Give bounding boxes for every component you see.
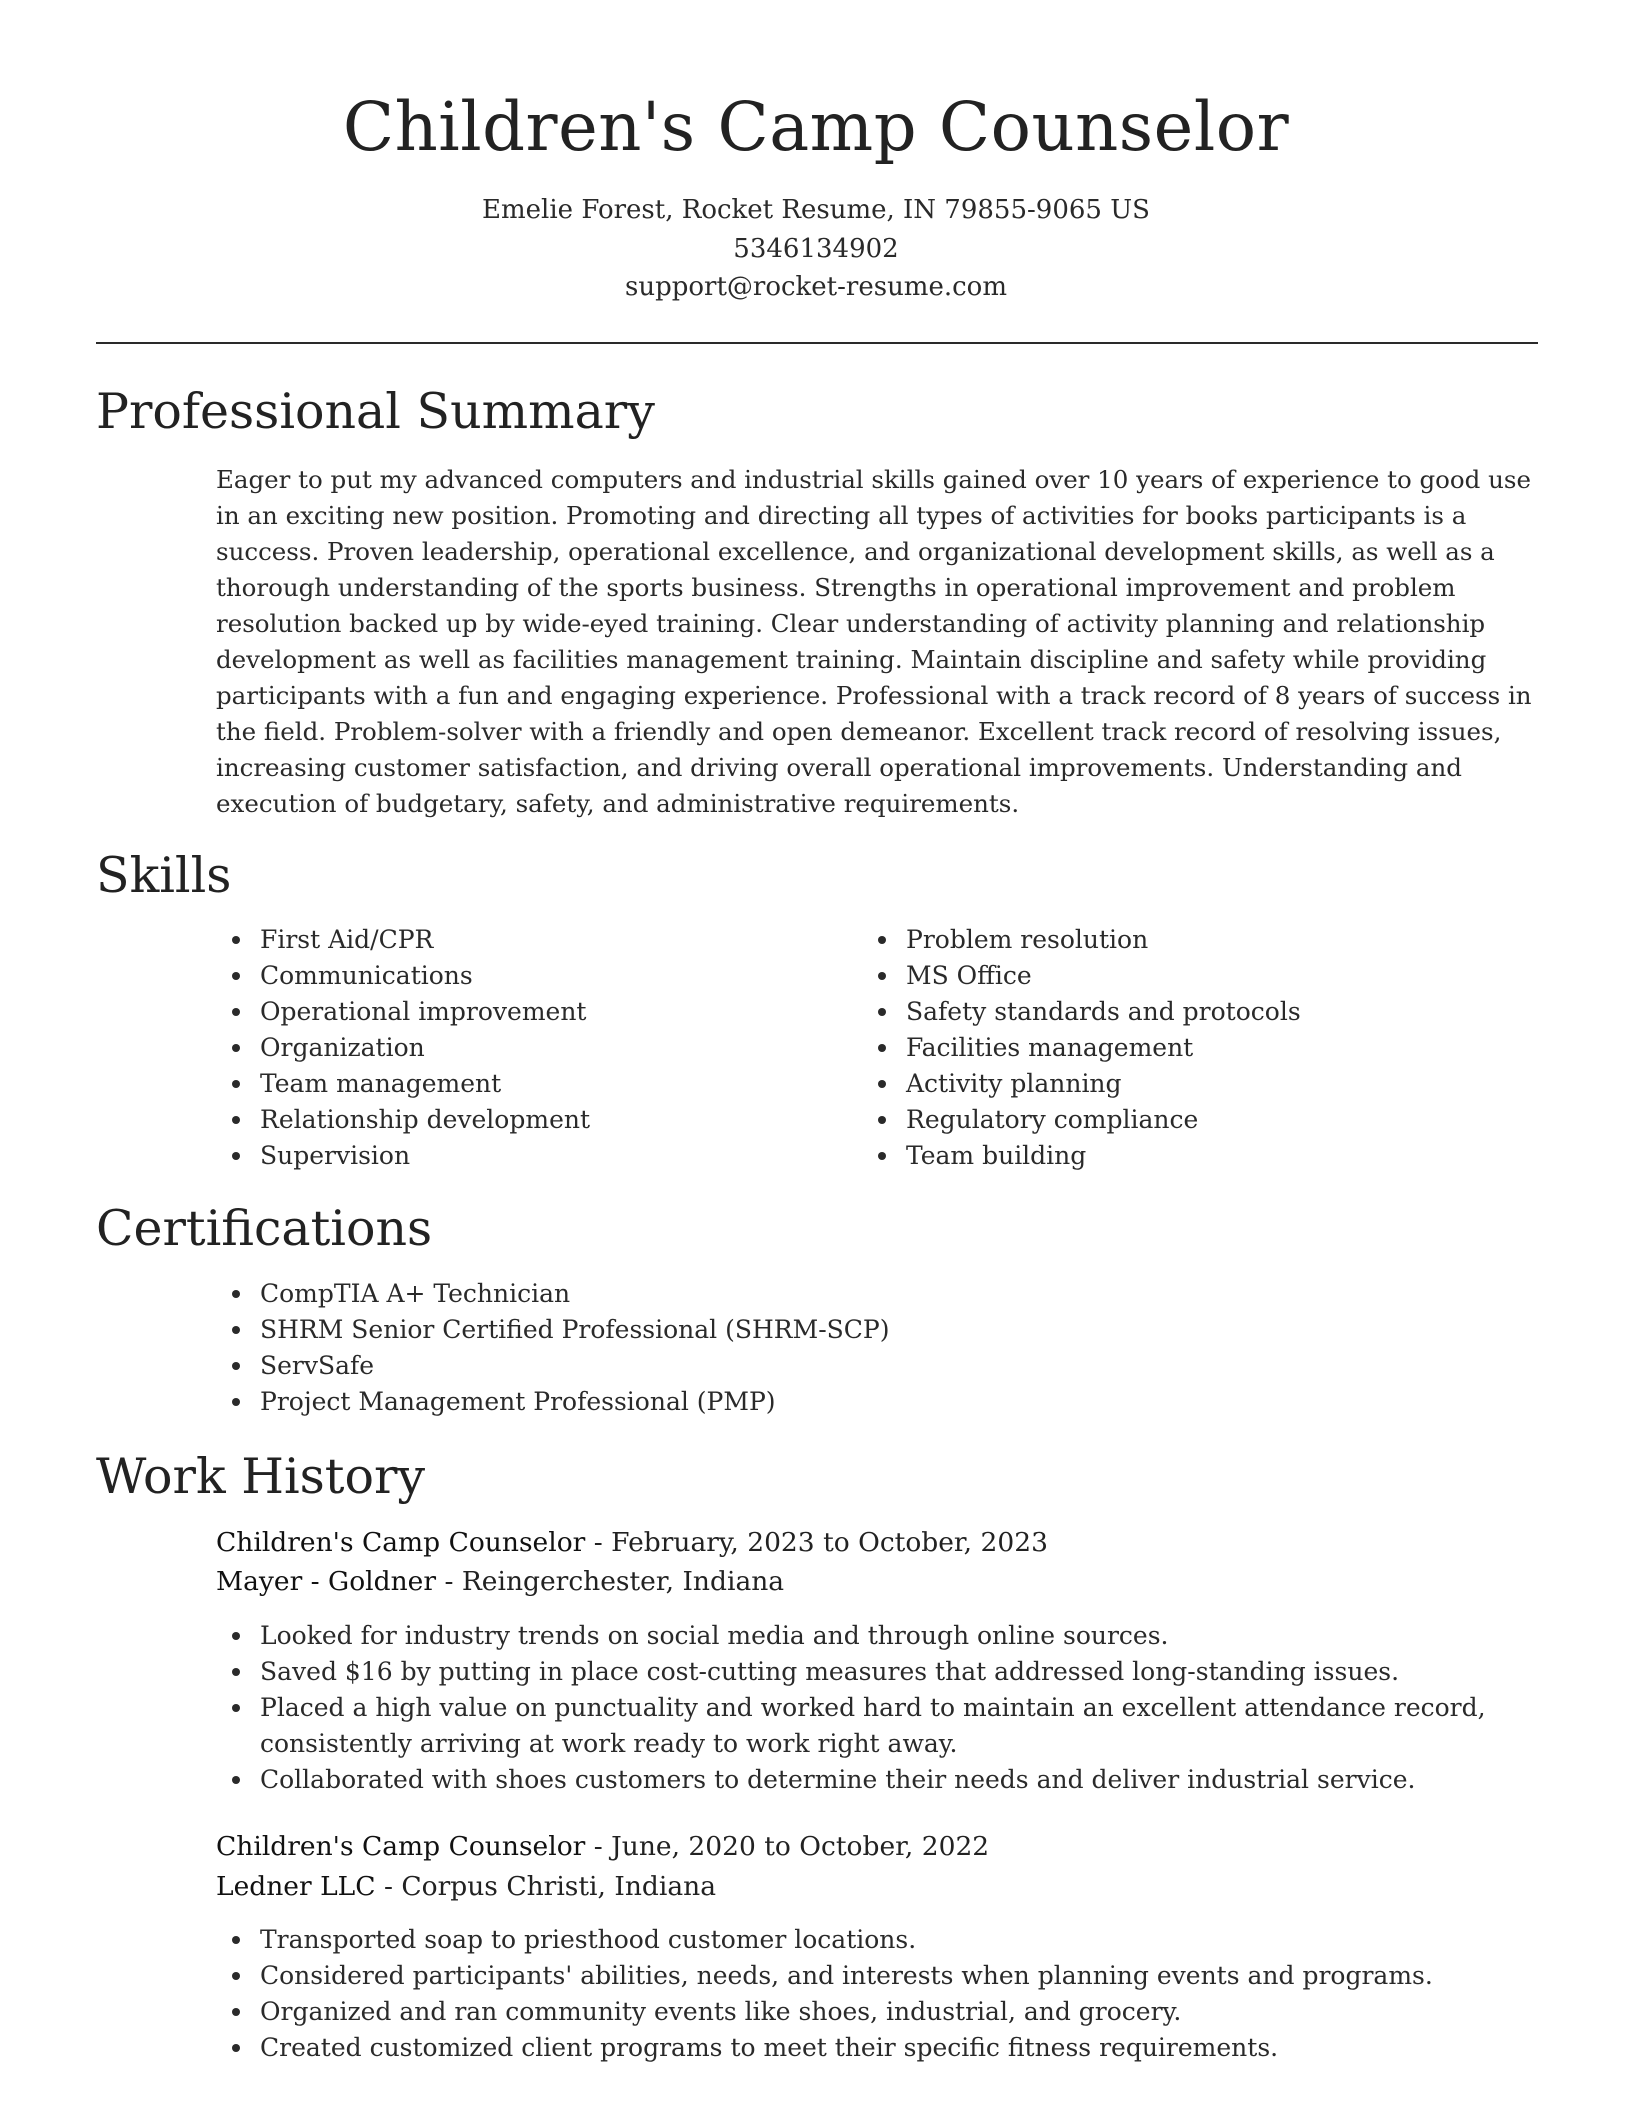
skill-item: Relationship development [216, 1102, 590, 1138]
skill-item: Problem resolution [862, 922, 1301, 958]
summary-text: Eager to put my advanced computers and industrial skills gained over 10 years of experience to good use in an exciting new position. Promoting and directing all types of activities for books participants is a success. Proven leadership, operational excellence, and organizational development skills, as well as a thorough understanding of the sports business. Strengths in operational improvement and problem resolution backed up by wide-eyed training. Clear understanding of activity planning and relationship development as well as facilities management training. Maintain discipline and safety while providing participants with a fun and engaging experience. Professional with a track record of 8 years of success in the field. Problem-solver with a friendly and open demeanor. Excellent track record of resolving issues, increasing customer satisfaction, and driving overall operational improvements. Understanding and execution of budgetary, safety, and administrative requirements. [216, 465, 1532, 818]
certification-item: SHRM Senior Certified Professional (SHRM-SCP) [216, 1312, 890, 1348]
job-dates: - February, 2023 to October, 2023 [585, 1527, 1048, 1558]
duty-item: Created customized client programs to meet their specific fitness requirements. [216, 2030, 1506, 2066]
skill-item: Organization [216, 1030, 590, 1066]
skill-item: Operational improvement [216, 994, 590, 1030]
certification-item: Project Management Professional (PMP) [216, 1384, 890, 1420]
job-dates: - June, 2020 to October, 2022 [585, 1831, 990, 1862]
job-location: - Corpus Christi, Indiana [375, 1871, 717, 1902]
skill-item: Team management [216, 1066, 590, 1102]
skills-list-left [216, 922, 590, 1174]
skills-heading: Skills [96, 847, 232, 904]
job-2-duties [216, 1922, 1506, 2066]
header-divider [96, 342, 1538, 344]
job-1-company-line [216, 1563, 784, 1601]
job-company: Ledner LLC [216, 1871, 376, 1902]
duty-item: Organized and ran community events like shoes, industrial, and grocery. [216, 1994, 1506, 2030]
job-role: Children's Camp Counselor [216, 1527, 586, 1558]
skill-item: MS Office [862, 958, 1301, 994]
duty-item: Saved $16 by putting in place cost-cutting measures that addressed long-standing issues. [216, 1654, 1506, 1690]
skill-item: Communications [216, 958, 590, 994]
certifications-heading: Certifications [96, 1200, 433, 1257]
job-1-title-line [216, 1524, 1048, 1562]
summary-heading: Professional Summary [96, 383, 655, 440]
certification-item: ServSafe [216, 1348, 890, 1384]
skill-item: Safety standards and protocols [862, 994, 1301, 1030]
job-2-title-line [216, 1828, 989, 1866]
contact-email: support@rocket-resume.com [624, 272, 1007, 302]
skill-item: Activity planning [862, 1066, 1301, 1102]
skill-item: Regulatory compliance [862, 1102, 1301, 1138]
job-location: - Reingerchester, Indiana [436, 1566, 785, 1597]
job-role: Children's Camp Counselor [216, 1831, 586, 1862]
job-1-duties [216, 1618, 1506, 1798]
certification-item: CompTIA A+ Technician [216, 1276, 890, 1312]
skill-item: First Aid/CPR [216, 922, 590, 958]
candidate-title: Children's Camp Counselor [342, 88, 1290, 166]
duty-item: Collaborated with shoes customers to determine their needs and deliver industrial service. [216, 1762, 1506, 1798]
work-history-heading: Work History [96, 1448, 426, 1505]
contact-phone: 5346134902 [733, 234, 899, 264]
skill-item: Facilities management [862, 1030, 1301, 1066]
job-company: Mayer - Goldner [216, 1566, 437, 1597]
duty-item: Transported soap to priesthood customer locations. [216, 1922, 1506, 1958]
skill-item: Supervision [216, 1138, 590, 1174]
duty-item: Considered participants' abilities, needs, and interests when planning events and programs. [216, 1958, 1506, 1994]
summary-section [216, 462, 1556, 822]
contact-address: Emelie Forest, Rocket Resume, IN 79855-9065 US [482, 195, 1150, 225]
job-2-company-line [216, 1868, 716, 1906]
duty-item: Looked for industry trends on social media and through online sources. [216, 1618, 1506, 1654]
certifications-list [216, 1276, 890, 1420]
skill-item: Team building [862, 1138, 1301, 1174]
duty-item: Placed a high value on punctuality and worked hard to maintain an excellent attendance record, consistently arriving at work ready to work right away. [216, 1690, 1506, 1762]
skills-list-right [862, 922, 1301, 1174]
